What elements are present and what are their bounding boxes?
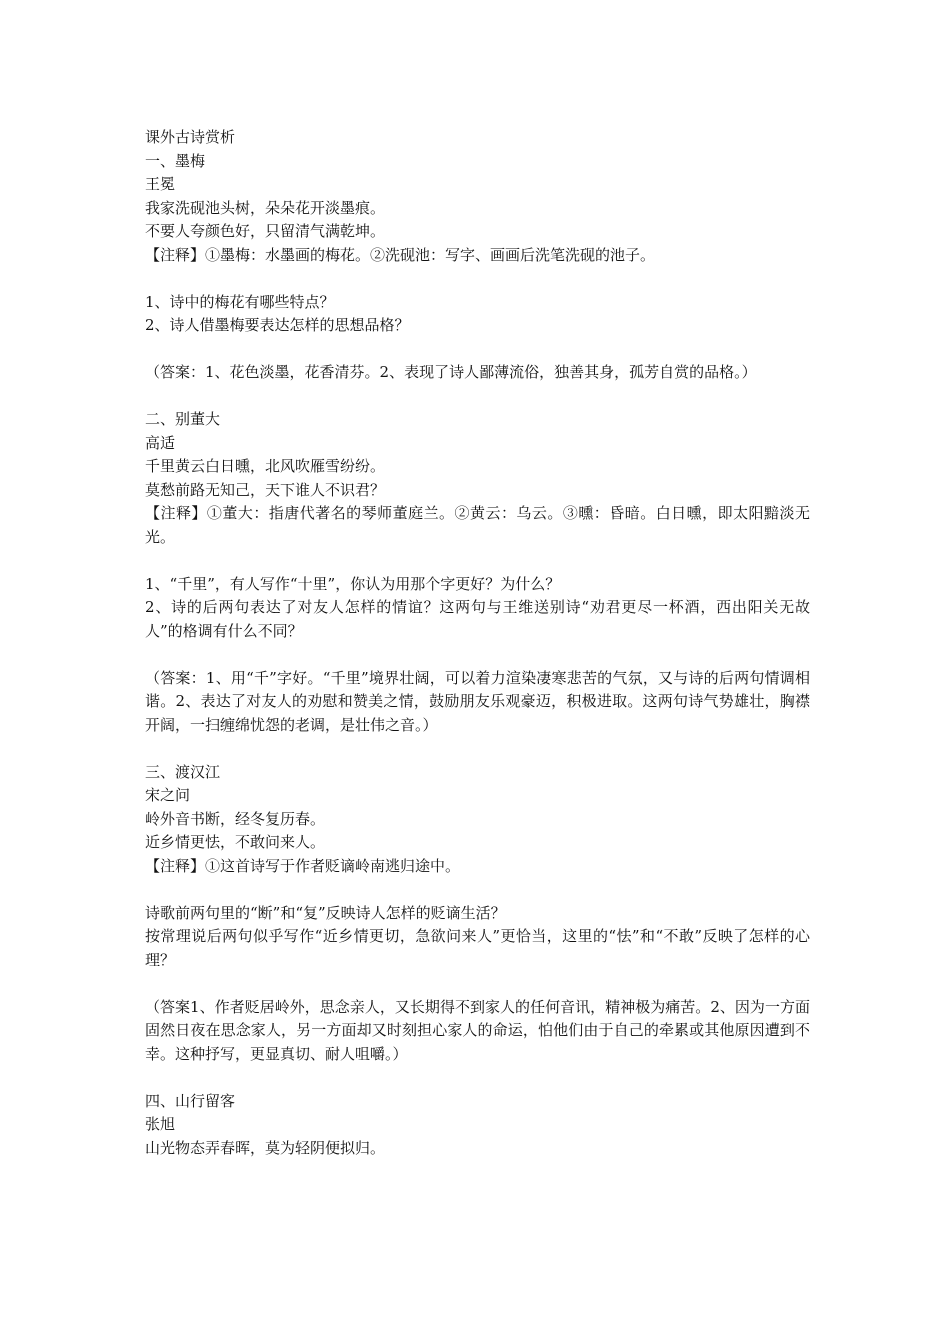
section-1-answer: （答案：1、花色淡墨，花香清芬。2、表现了诗人鄙薄流俗，独善其身，孤芳自赏的品格。） xyxy=(145,363,757,381)
section-3-author: 宋之问 xyxy=(145,786,191,804)
section-3-poem-line-2: 近乡情更怯，不敢问来人。 xyxy=(145,833,326,851)
spacer xyxy=(145,338,810,362)
section-1-question-2: 2、诗人借墨梅要表达怎样的思想品格？ xyxy=(145,316,410,334)
section-3-note: 【注释】①这首诗写于作者贬谪岭南逃归途中。 xyxy=(145,856,461,875)
section-4-heading: 四、山行留客 xyxy=(145,1091,236,1110)
section-4-author: 张旭 xyxy=(145,1115,176,1133)
spacer xyxy=(145,878,810,902)
spacer xyxy=(145,643,810,667)
section-1-author: 王冕 xyxy=(145,175,176,193)
section-1-poem-line-1: 我家洗砚池头树，朵朵花开淡墨痕。 xyxy=(145,198,386,217)
section-3-answer: （答案1、作者贬居岭外，思念亲人，又长期得不到家人的任何音讯，精神极为痛苦。2、因为一方面固然日夜在思念家人，另一方面却又时刻担心家人的命运，怕他们由于自己的牵累或其他原因遭到不幸。这种抒写，更显真切、耐人咀嚼。） xyxy=(145,997,810,1063)
section-4-poem-line-1: 山光物态弄春晖，莫为轻阴便拟归。 xyxy=(145,1138,386,1157)
document-title: 课外古诗赏析 xyxy=(145,128,236,146)
section-3-question-2: 按常理说后两句似乎写作“近乡情更切，急欲问来人”更恰当，这里的“怯”和“不敢”反映了怎样的心理？ xyxy=(145,927,810,969)
spacer xyxy=(145,737,810,761)
section-2-heading: 二、别董大 xyxy=(145,410,221,428)
spacer xyxy=(145,1066,810,1090)
spacer xyxy=(145,267,810,291)
section-3-poem-line-1: 岭外音书断，经冬复历春。 xyxy=(145,809,326,828)
section-1-heading: 一、墨梅 xyxy=(145,151,206,170)
spacer xyxy=(145,549,810,573)
section-2-author: 高适 xyxy=(145,433,176,452)
document-page xyxy=(145,126,810,1160)
section-3-question-1: 诗歌前两句里的“断”和“复”反映诗人怎样的贬谪生活？ xyxy=(145,903,506,922)
section-2-poem-line-1: 千里黄云白日曛，北风吹雁雪纷纷。 xyxy=(145,457,386,475)
section-2-note: 【注释】①董大：指唐代著名的琴师董庭兰。②黄云：乌云。③曛：昏暗。白日曛，即太阳黯淡无光。 xyxy=(145,504,810,546)
spacer xyxy=(145,972,810,996)
spacer xyxy=(145,385,810,409)
section-1-question-1: 1、诗中的梅花有哪些特点？ xyxy=(145,292,335,311)
section-2-poem-line-2: 莫愁前路无知己，天下谁人不识君？ xyxy=(145,480,386,499)
section-2-question-1: 1、“千里”，有人写作“十里”，你认为用那个字更好？为什么？ xyxy=(145,574,561,593)
section-3-heading: 三、渡汉江 xyxy=(145,762,221,781)
section-2-question-2: 2、诗的后两句表达了对友人怎样的情谊？这两句与王维送别诗“劝君更尽一杯酒，西出阳关无故人”的格调有什么不同？ xyxy=(145,598,810,640)
section-1-note: 【注释】①墨梅：水墨画的梅花。②洗砚池：写字、画画后洗笔洗砚的池子。 xyxy=(145,245,656,264)
section-2-answer: （答案：1、用“千”字好。“千里”境界壮阔，可以着力渲染凄寒悲苦的气氛，又与诗的后两句情调相谐。2、表达了对友人的劝慰和赞美之情，鼓励朋友乐观豪迈，积极进取。这两句诗气势雄壮，胸襟开阔，一扫缠绵忧怨的老调，是壮伟之音。） xyxy=(145,668,810,734)
section-1-poem-line-2: 不要人夸颜色好，只留清气满乾坤。 xyxy=(145,222,386,240)
